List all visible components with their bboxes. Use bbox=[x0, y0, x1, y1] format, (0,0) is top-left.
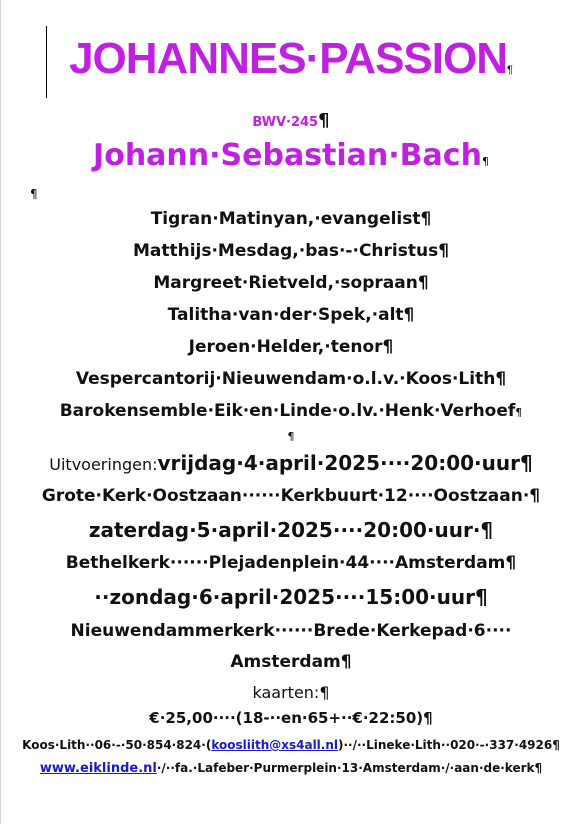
performances-label: Uitvoeringen: bbox=[49, 455, 158, 474]
cast-line: Vespercantorij·Nieuwendam·o.l.v.·Koos·Lith¶ bbox=[75, 369, 507, 389]
pilcrow-mark: ¶ bbox=[507, 64, 513, 76]
bwv-number: BWV·245¶ bbox=[252, 110, 330, 131]
website-link[interactable]: www.eiklinde.nl bbox=[39, 761, 157, 776]
performance-3-location-cont: Amsterdam¶ bbox=[230, 652, 352, 672]
cast-line: Barokensemble·Eik·en·Linde·o.lv.·Henk·Verhoef¶ bbox=[59, 401, 523, 421]
performance-1-date: Uitvoeringen:vrijdag·4·april·2025····20:00·uur¶ bbox=[49, 451, 533, 475]
performance-3-location: Nieuwendammerkerk······Brede·Kerkepad·6···· bbox=[70, 621, 512, 641]
empty-paragraph: ¶ bbox=[287, 430, 295, 443]
tickets-price: €·25,00····(18-··en·65+··€·22:50)¶ bbox=[149, 709, 433, 727]
pilcrow-mark: ¶ bbox=[481, 155, 489, 168]
cast-line: Matthijs·Mesdag,·bas·-·Christus¶ bbox=[132, 241, 450, 261]
performance-2-location: Bethelkerk······Plejadenplein·44····Amsterdam¶ bbox=[65, 553, 517, 573]
empty-paragraph: ¶ bbox=[30, 187, 38, 201]
performance-3-date: ··zondag·6·april·2025····15:00·uur¶ bbox=[94, 585, 488, 609]
cast-line: Margreet·Rietveld,·sopraan¶ bbox=[153, 273, 429, 293]
pilcrow-mark: ¶ bbox=[318, 110, 330, 131]
email-link[interactable]: koosliith@xs4all.nl bbox=[211, 738, 339, 752]
pilcrow-mark: ¶ bbox=[515, 406, 523, 419]
cast-line: Tigran·Matinyan,·evangelist¶ bbox=[150, 209, 432, 229]
address-line: www.eiklinde.nl·/··fa.·Lafeber·Purmerplein·13·Amsterdam·/·aan·de·kerk¶ bbox=[39, 761, 543, 776]
cast-line: Jeroen·Helder,·tenor¶ bbox=[188, 337, 394, 357]
composer: Johann·Sebastian·Bach¶ bbox=[93, 138, 489, 173]
performance-1-location: Grote·Kerk·Oostzaan······Kerkbuurt·12····Oostzaan·¶ bbox=[41, 486, 541, 506]
performance-2-date: zaterdag·5·april·2025····20:00·uur·¶ bbox=[88, 518, 494, 542]
contact-line: Koos·Lith··06·-·50·854·824·(koosliith@xs4all.nl)··/··Lineke·Lith··020·-·337·4926¶ bbox=[22, 738, 560, 752]
tickets-label: kaarten:¶ bbox=[252, 683, 330, 702]
cast-line: Talitha·van·der·Spek,·alt¶ bbox=[167, 305, 415, 325]
page-title: JOHANNES·PASSION¶ bbox=[69, 34, 513, 83]
